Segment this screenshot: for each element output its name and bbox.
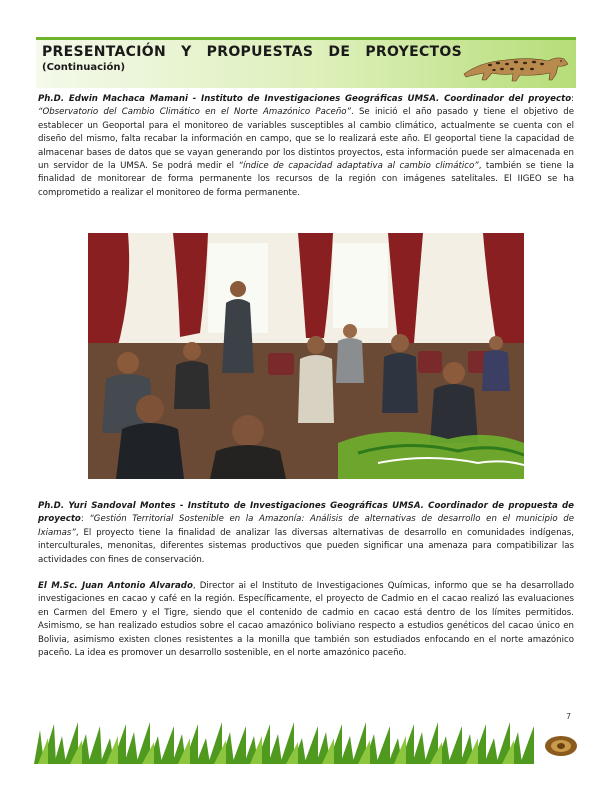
meeting-photo <box>88 233 524 479</box>
text-segment: . Se inició el año pasado y tiene el objetivo de establecer un Geoportal para el monitoreo de variables susceptibles al cambio climático, actualmente se cuenta con el diseño del mismo, falta recabar la información en campo, que se lo realizará este año. El geoportal tiene la capacidad de almacenar bases de datos que se vayan generando por los distintos proyectos, esta información puede ser almacenada en un servidor de la UMSA. Se podrá medir el <box>38 107 574 172</box>
header-subtitle: (Continuación) <box>42 62 126 73</box>
paragraph-sandoval <box>38 500 574 567</box>
header-title-word: PROYECTOS <box>365 44 462 60</box>
header-title-word: PROPUESTAS <box>206 44 314 60</box>
author-name: Ph.D. Edwin Machaca Mamani - Instituto de Investigaciones Geográficas UMSA. Coordinador del proyecto <box>38 94 572 104</box>
text-segment: , Director ai el Instituto de Investigaciones Químicas, informo que se ha desarrollado investigaciones en cacao y café en la región. Específicamente, el proyecto de Cadmio en el cacao realizó las evaluaciones en Carmen del Emero y el Tigre, siendo que el contenido de cadmio en cacao está dentro de los límites permitidos. Asimismo, se han realizado estudios sobre el cacao amazónico boliviano respecto a estudios genéticos del cacao único en Bolivia, asimismo existen clones resistentes a la monilla que también son estudiados enfocando en el norte amazónico paceño. La idea es promover un desarrollo sostenible, en el norte amazónico paceño. <box>38 581 574 659</box>
header-title-word: Y <box>181 44 192 60</box>
text-segment: , también se tiene la finalidad de monitorear de forma permanente los recursos de la región con imágenes satelitales. El IIGEO se ha comprometido a realizar el monitoreo de forma permanente. <box>38 161 574 198</box>
author-name: El M.Sc. Juan Antonio Alvarado <box>38 581 193 591</box>
index-title: “índice de capacidad adaptativa al cambio climático” <box>238 161 479 172</box>
header-title <box>42 44 462 60</box>
paragraph-machaca <box>38 93 574 200</box>
paragraph-alvarado <box>38 580 574 660</box>
page-header-banner <box>36 37 576 88</box>
header-title-word: DE <box>328 44 351 60</box>
text-segment: : <box>571 94 574 104</box>
grass-footer-decoration <box>34 718 579 764</box>
header-title-word: PRESENTACIÓN <box>42 44 166 60</box>
ocelot-illustration <box>460 44 570 84</box>
page-number: 7 <box>566 712 572 721</box>
cacao-pod-icon <box>545 736 577 756</box>
text-segment: : <box>80 514 90 525</box>
project-title: “Observatorio del Cambio Climático en el Norte Amazónico Paceño” <box>38 107 352 118</box>
text-segment: , El proyecto tiene la finalidad de analizar las diversas alternativas de desarrollo en comunidades indígenas, interculturales, menonitas, diferentes sistemas productivos que pueden significar una amenaza para compatibilizar las actividades con fines de conservación. <box>38 527 574 565</box>
author-name: Ph.D. Yuri Sandoval Montes - Instituto de Investigaciones Geográficas UMSA. Coordinador de propuesta de proyecto <box>38 501 574 525</box>
project-title: “Gestión Territorial Sostenible en la Amazonía: Análisis de alternativas de desarrollo en el municipio de Ixiamas” <box>38 514 574 538</box>
